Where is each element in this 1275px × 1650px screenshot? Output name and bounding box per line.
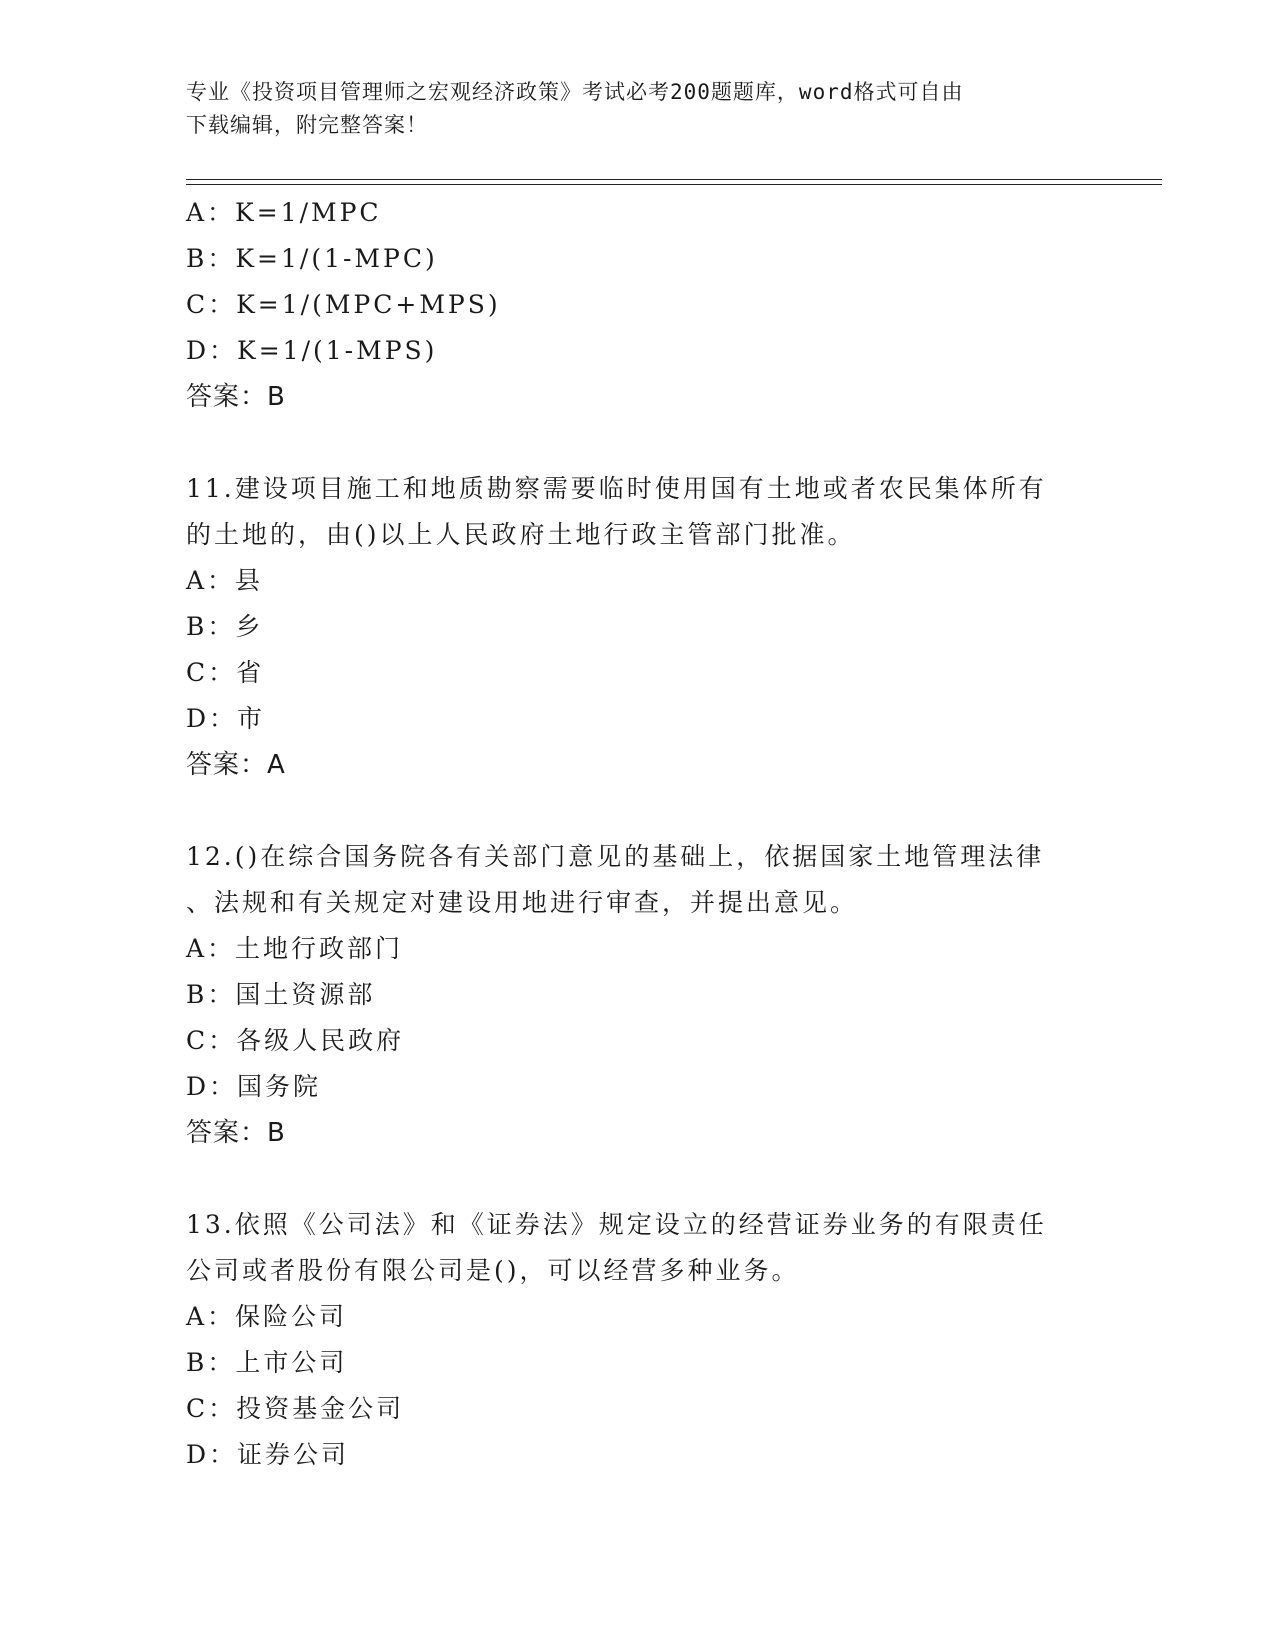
question-block-12	[186, 834, 1086, 1156]
header-line-1: 专业《投资项目管理师之宏观经济政策》考试必考200题题库，word格式可自由	[186, 80, 964, 104]
option-b: B：国土资源部	[186, 980, 376, 1009]
header-line-2: 下载编辑，附完整答案！	[186, 113, 428, 137]
prev-question-block	[186, 190, 1086, 420]
option-c: C：K=1/(MPC+MPS)	[186, 290, 501, 319]
header-rule-top	[186, 179, 1162, 180]
question-block-13	[186, 1202, 1086, 1478]
spacer	[186, 788, 1086, 834]
option-d: D：K=1/(1-MPS)	[186, 336, 438, 365]
spacer	[186, 420, 1086, 466]
option-b: B：K=1/(1-MPC)	[186, 244, 438, 273]
option-d: D：市	[186, 704, 266, 733]
option-b: B：上市公司	[186, 1348, 348, 1377]
question-stem-line: 12.()在综合国务院各有关部门意见的基础上，依据国家土地管理法律	[186, 842, 1045, 871]
question-stem-line: 公司或者股份有限公司是()，可以经营多种业务。	[186, 1256, 800, 1285]
document-header	[186, 76, 1086, 142]
option-d: D：国务院	[186, 1072, 322, 1101]
option-d: D：证券公司	[186, 1440, 350, 1469]
question-stem-line: 11.建设项目施工和地质勘察需要临时使用国有土地或者农民集体所有	[186, 474, 1047, 503]
option-a: A：K=1/MPC	[186, 198, 382, 227]
answer-line: 答案：B	[186, 1118, 286, 1148]
answer-line: 答案：A	[186, 750, 286, 780]
spacer	[186, 1156, 1086, 1202]
question-stem-line: 13.依照《公司法》和《证券法》规定设立的经营证券业务的有限责任	[186, 1210, 1047, 1239]
option-a: A：保险公司	[186, 1302, 348, 1331]
question-block-11	[186, 466, 1086, 788]
question-content	[186, 190, 1086, 1478]
question-stem-line: 的土地的，由()以上人民政府土地行政主管部门批准。	[186, 520, 856, 549]
option-b: B：乡	[186, 612, 264, 641]
question-stem-line: 、法规和有关规定对建设用地进行审查，并提出意见。	[186, 888, 859, 917]
header-rule-bottom	[186, 184, 1162, 185]
option-a: A：县	[186, 566, 264, 595]
option-c: C：各级人民政府	[186, 1026, 405, 1055]
option-c: C：省	[186, 658, 265, 687]
option-c: C：投资基金公司	[186, 1394, 405, 1423]
answer-line: 答案：B	[186, 382, 286, 412]
option-a: A：土地行政部门	[186, 934, 404, 963]
